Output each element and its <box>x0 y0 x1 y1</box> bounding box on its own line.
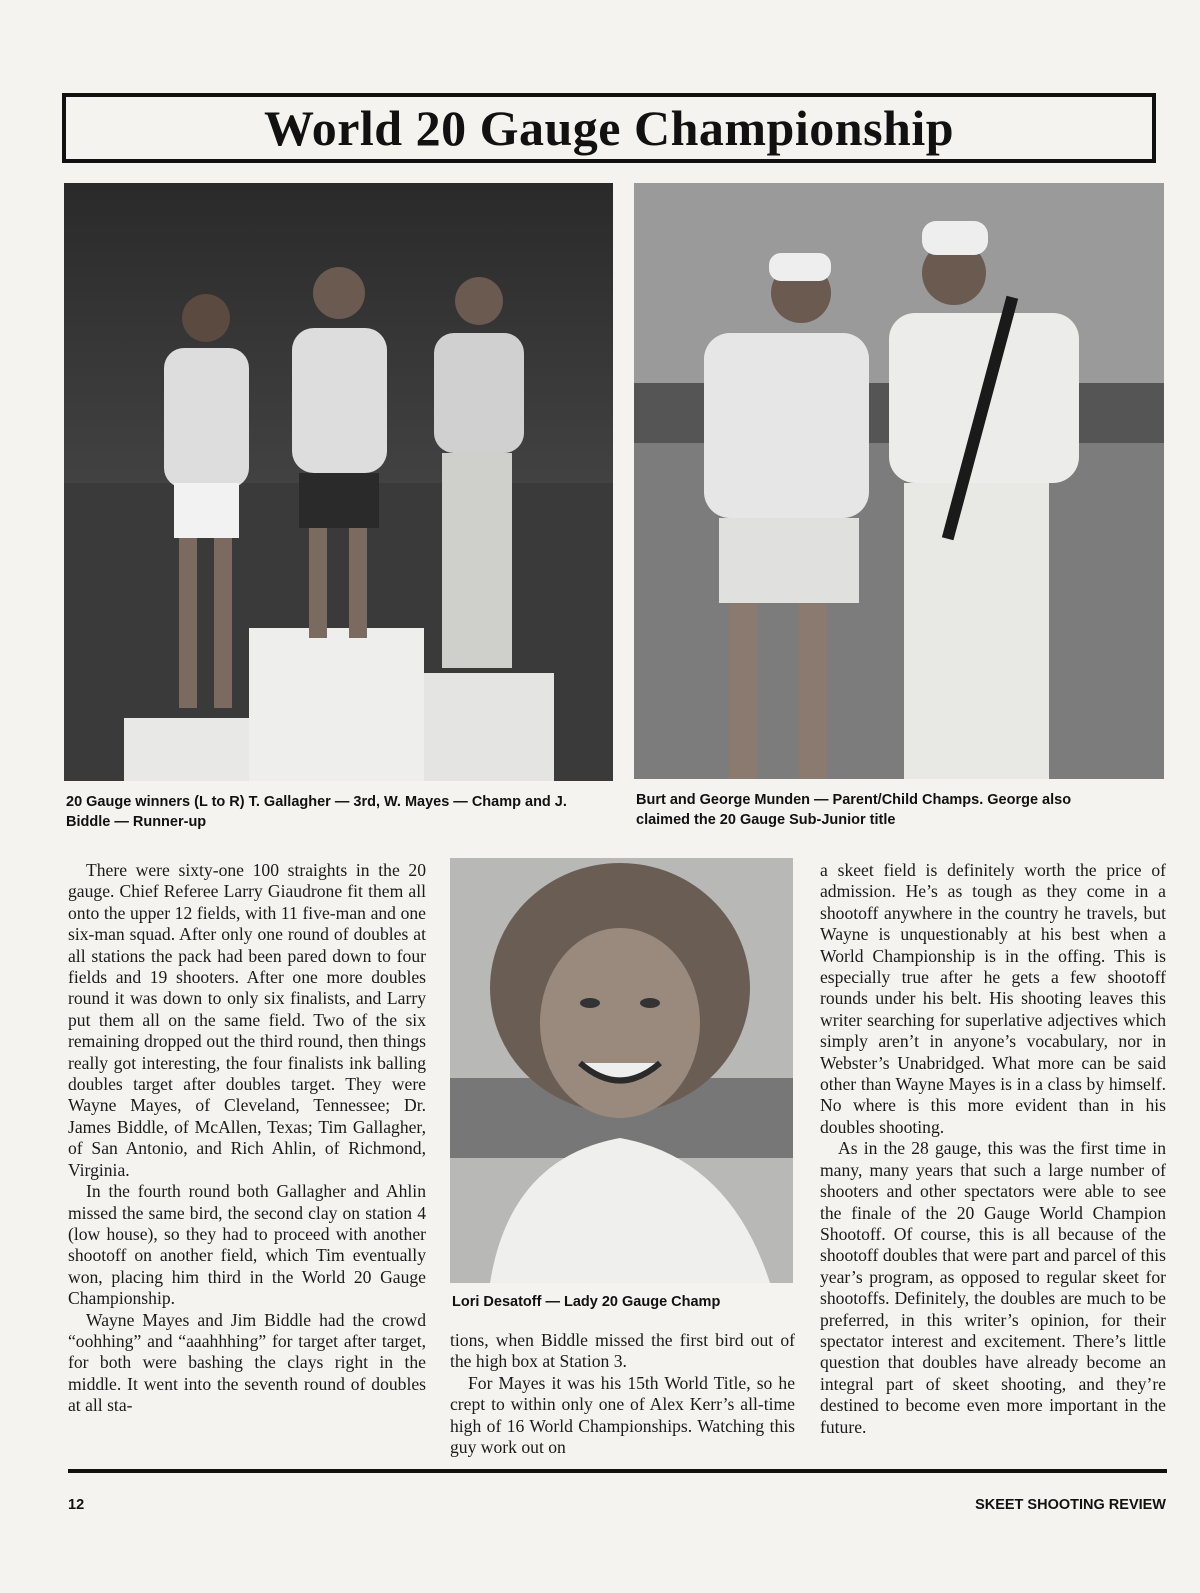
article-column-1 <box>68 860 426 1417</box>
caption-desatoff: Lori Desatoff — Lady 20 Gauge Champ <box>452 1294 721 1310</box>
article-paragraph: Wayne Mayes and Jim Biddle had the crowd “oohhing” and “aaahhhing” for target after target, for both were bashing the clays right in the middle. It went into the seventh round of doubles at all sta- <box>68 1309 426 1416</box>
photo-desatoff <box>450 858 793 1283</box>
article-paragraph: For Mayes it was his 15th World Title, so he crept to within only one of Alex Kerr’s all-time high of 16 World Championships. Watching this guy work out on <box>450 1372 795 1458</box>
article-paragraph: As in the 28 gauge, this was the first time in many, many years that such a large number of shooters and other spectators were able to see the finale of the 20 Gauge World Champion Shootoff. Of course, this is all because of the shootoff doubles that were part and parcel of this year’s program, as opposed to regular skeet for shootoffs. Definitely, the doubles are much to be preferred, in this writer’s opinion, for their spectator interest and excitement. There’s little question that doubles have already become an integral part of skeet shooting, and they’re destined to become even more important in the future. <box>820 1138 1166 1437</box>
publication-name: SKEET SHOOTING REVIEW <box>975 1497 1166 1513</box>
page-number: 12 <box>68 1497 85 1513</box>
article-paragraph: There were sixty-one 100 straights in the 20 gauge. Chief Referee Larry Giaudrone fit them all onto the upper 12 fields, with 11 five-man and one six-man squad. After only one round of doubles at all stations the pack had been pared down to four fields and 19 shooters. After one more doubles round it was down to only six finalists, and Larry put them all on the same field. Two of the six remaining dropped out the third round, then things really got interesting, the four finalists ink balling doubles target after doubles target. They were Wayne Mayes, of Cleveland, Tennessee; Dr. James Biddle, of McAllen, Texas; Tim Gallagher, of San Antonio, and Rich Ahlin, of Richmond, Virginia. <box>68 860 426 1180</box>
article-paragraph: a skeet field is definitely worth the price of admission. He’s as tough as they come in a shootoff anywhere in the country he travels, but Wayne is unquestionably at his best when a World Championship is in the offing. This is especially true after he gets a few shootoff rounds under his belt. His shooting leaves this writer searching for superlative adjectives which simply aren’t in anyone’s vocabulary, nor in Webster’s Unabridged. What more can be said other than Wayne Mayes is in a class by himself. No where is this more evident than in his doubles shooting. <box>820 860 1166 1137</box>
title-box <box>62 93 1156 163</box>
caption-podium-winners: 20 Gauge winners (L to R) T. Gallagher — 3rd, W. Mayes — Champ and J. Biddle — Runner-up <box>66 794 567 830</box>
article-column-3 <box>820 860 1166 1438</box>
article-paragraph: In the fourth round both Gallagher and Ahlin missed the same bird, the second clay on station 4 (low house), so they had to proceed with another shootoff on another field, which Tim eventually won, placing him third in the World 20 Gauge Championship. <box>68 1181 426 1309</box>
photo-munden <box>634 183 1164 779</box>
article-paragraph: tions, when Biddle missed the first bird out of the high box at Station 3. <box>450 1330 795 1372</box>
footer-rule <box>68 1469 1167 1473</box>
photo-podium-winners <box>64 183 613 781</box>
caption-munden: Burt and George Munden — Parent/Child Champs. George also claimed the 20 Gauge Sub-Junior title <box>636 792 1072 828</box>
article-column-2 <box>450 1330 795 1458</box>
page-title: World 20 Gauge Championship <box>263 100 955 156</box>
